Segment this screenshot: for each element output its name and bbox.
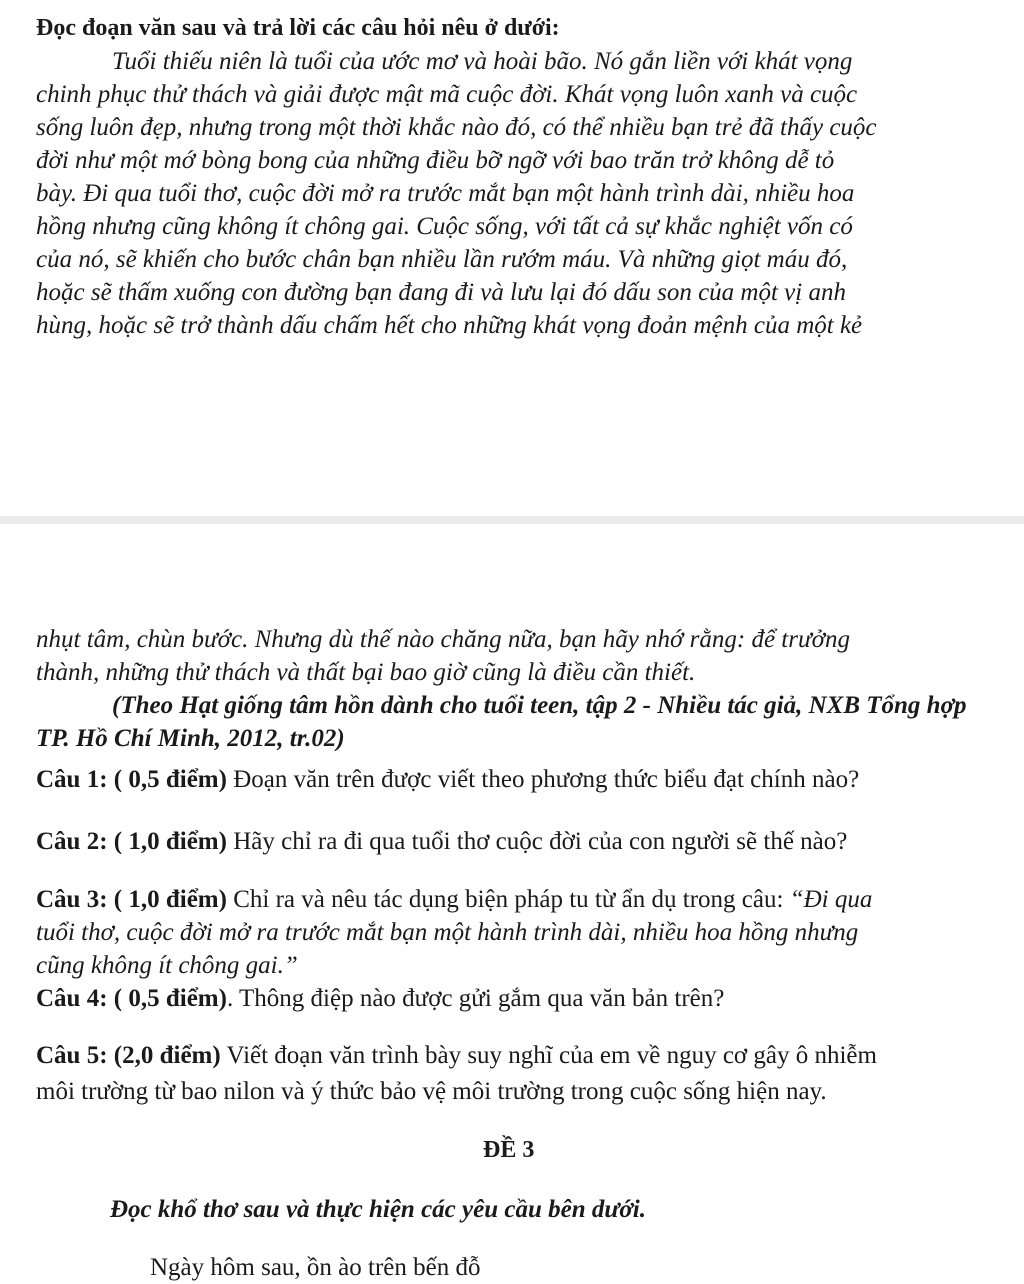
passage-line: Tuổi thiếu niên là tuổi của ước mơ và hoài bão. Nó gắn liền với khát vọng xyxy=(112,48,853,75)
source-citation-line: (Theo Hạt giống tâm hồn dành cho tuổi teen, tập 2 - Nhiều tác giả, NXB Tổng hợp xyxy=(112,692,967,719)
quoted-sentence-line: tuổi thơ, cuộc đời mở ra trước mắt bạn một hành trình dài, nhiều hoa hồng nhưng xyxy=(36,919,859,946)
question-label: Câu 4: ( 0,5 điểm) xyxy=(36,985,227,1012)
question-1 xyxy=(36,764,859,796)
passage-line: sống luôn đẹp, nhưng trong một thời khắc nào đó, có thể nhiều bạn trẻ đã thấy cuộc xyxy=(36,114,877,141)
question-2 xyxy=(36,826,847,858)
question-text: Viết đoạn văn trình bày suy nghĩ của em về nguy cơ gây ô nhiễm xyxy=(220,1042,877,1069)
passage-line: đời như một mớ bòng bong của những điều bỡ ngỡ với bao trăn trở không dễ tỏ xyxy=(36,147,835,174)
question-5 xyxy=(36,1040,877,1072)
passage-line: hoặc sẽ thấm xuống con đường bạn đang đi và lưu lại đó dấu son của một vị anh xyxy=(36,279,846,306)
question-5-continuation: môi trường từ bao nilon và ý thức bảo vệ môi trường trong cuộc sống hiện nay. xyxy=(36,1078,827,1105)
source-citation-line: TP. Hồ Chí Minh, 2012, tr.02) xyxy=(36,725,345,752)
quoted-sentence-line: cũng không ít chông gai.” xyxy=(36,952,298,979)
quoted-sentence: “Đi qua xyxy=(789,886,873,913)
question-3 xyxy=(36,884,872,916)
reading-instruction-heading: Đọc đoạn văn sau và trả lời các câu hỏi nêu ở dưới: xyxy=(36,15,560,41)
passage-line: của nó, sẽ khiến cho bước chân bạn nhiều lần rướm máu. Và những giọt máu đó, xyxy=(36,246,848,273)
question-label: Câu 2: ( 1,0 điểm) xyxy=(36,828,227,855)
passage-line: hồng nhưng cũng không ít chông gai. Cuộc sống, với tất cả sự khắc nghiệt vốn có xyxy=(36,213,853,240)
question-label: Câu 5: (2,0 điểm) xyxy=(36,1042,221,1069)
question-text: Chỉ ra và nêu tác dụng biện pháp tu từ ẩn dụ trong câu: xyxy=(226,886,790,913)
question-text: . Thông điệp nào được gửi gắm qua văn bản trên? xyxy=(226,985,725,1012)
section-title: ĐỀ 3 xyxy=(483,1137,535,1163)
question-4 xyxy=(36,983,724,1015)
passage-line: nhụt tâm, chùn bước. Nhưng dù thế nào chăng nữa, bạn hãy nhớ rằng: để trưởng xyxy=(36,626,850,653)
poem-instruction: Đọc khổ thơ sau và thực hiện các yêu cầu bên dưới. xyxy=(110,1196,646,1223)
passage-line: chinh phục thử thách và giải được mật mã cuộc đời. Khát vọng luôn xanh và cuộc xyxy=(36,81,858,108)
question-label: Câu 1: ( 0,5 điểm) xyxy=(36,766,227,793)
passage-line: thành, những thử thách và thất bại bao giờ cũng là điều cần thiết. xyxy=(36,659,696,686)
document-page-bottom xyxy=(0,524,1024,1279)
question-label: Câu 3: ( 1,0 điểm) xyxy=(36,886,227,913)
question-text: Đoạn văn trên được viết theo phương thức biểu đạt chính nào? xyxy=(226,766,860,793)
document-page-top xyxy=(0,0,1024,516)
passage-line: hùng, hoặc sẽ trở thành dấu chấm hết cho những khát vọng đoản mệnh của một kẻ xyxy=(36,312,863,339)
page-break-divider xyxy=(0,516,1024,524)
passage-line: bày. Đi qua tuổi thơ, cuộc đời mở ra trước mắt bạn một hành trình dài, nhiều hoa xyxy=(36,180,855,207)
question-text: Hãy chỉ ra đi qua tuổi thơ cuộc đời của con người sẽ thế nào? xyxy=(226,828,848,855)
poem-first-line: Ngày hôm sau, ồn ào trên bến đỗ xyxy=(150,1254,481,1281)
